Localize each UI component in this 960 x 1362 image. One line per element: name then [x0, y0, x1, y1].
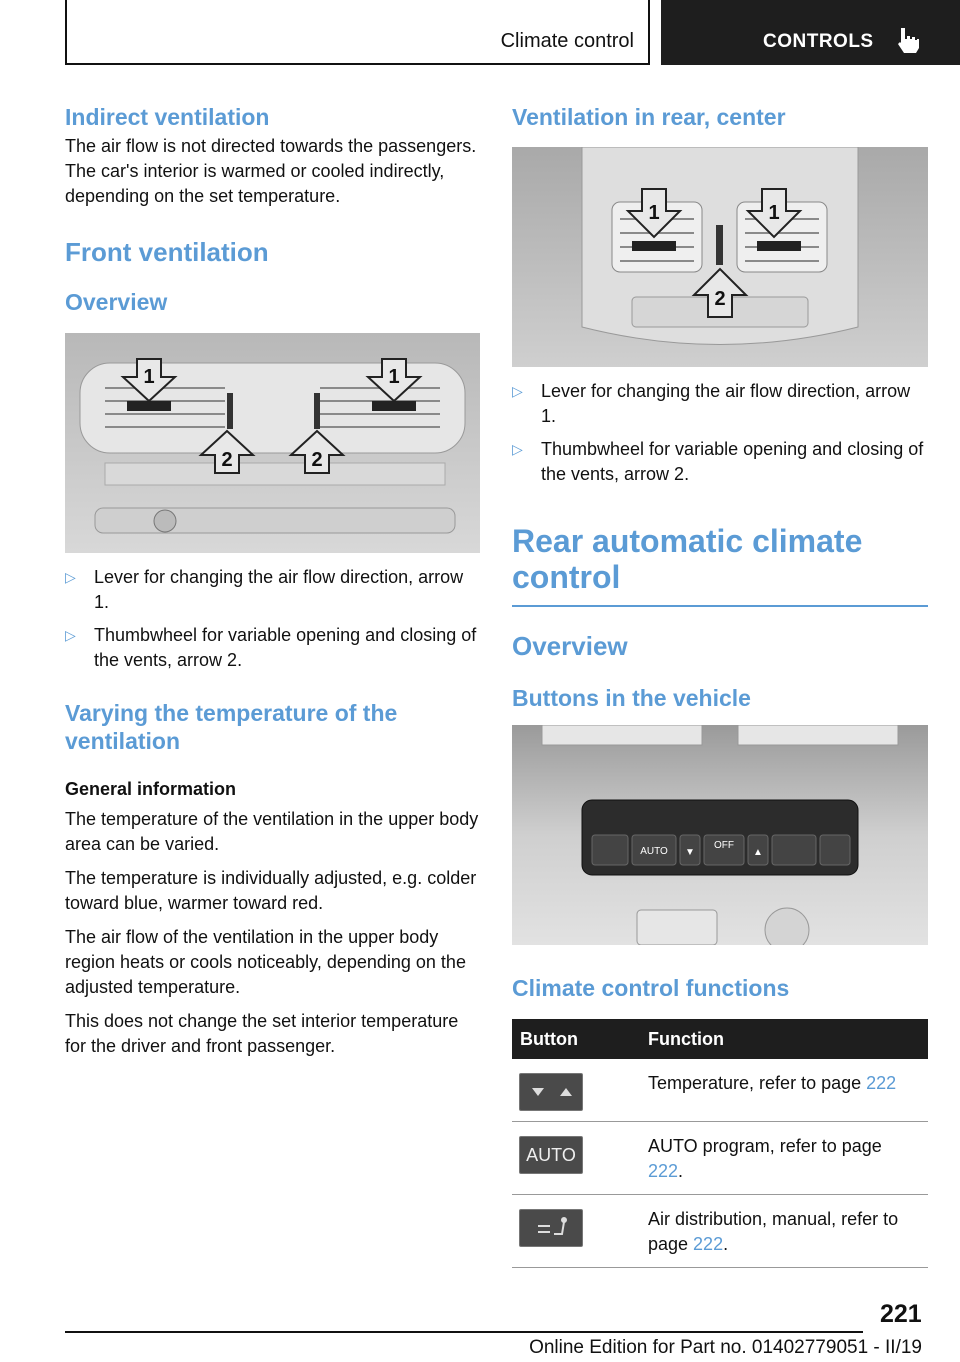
table-header-row [512, 1019, 928, 1059]
svg-text:▲: ▲ [753, 847, 763, 858]
rear-ventilation-list [512, 379, 928, 487]
table-row [512, 1122, 928, 1195]
front-arrow-label-1b: 1 [388, 366, 400, 388]
auto-icon [519, 1136, 583, 1174]
page-link[interactable]: 222 [866, 1073, 897, 1093]
heading-rule [512, 605, 928, 607]
buttons-in-vehicle-heading: Buttons in the vehicle [512, 685, 751, 711]
edition-note: Online Edition for Part no. 01402779051 - II/19 [529, 1337, 922, 1358]
header-section-title: Climate control [500, 30, 634, 52]
table-row [512, 1059, 928, 1122]
rear-center-ventilation-heading: Ventilation in rear, center [512, 104, 786, 130]
panel-off-label: OFF [714, 840, 734, 851]
rear-overview-heading: Overview [512, 631, 628, 661]
header-rule-right [648, 0, 650, 64]
svg-text:AUTO: AUTO [526, 1145, 576, 1165]
header-rule-left [65, 0, 67, 64]
front-arrow-label-2a: 2 [221, 449, 233, 471]
rear-climate-control-heading: Rear automatic climate control [512, 523, 863, 595]
function-cell: Temperature, refer to page 222 [640, 1059, 928, 1122]
header-rule-bottom [65, 63, 650, 65]
varying-temperature-heading: Varying the temperature of the ventilation [65, 700, 398, 754]
table-row [512, 1195, 928, 1268]
svg-text:▼: ▼ [685, 847, 695, 858]
front-arrow-label-1a: 1 [143, 366, 155, 388]
front-ventilation-heading: Front ventilation [65, 237, 269, 267]
front-overview-heading: Overview [65, 289, 168, 315]
front-arrow-label-2b: 2 [311, 449, 323, 471]
climate-control-functions-heading: Climate control functions [512, 975, 790, 1001]
paragraph: This does not change the set interior temperature for the driver and front passenger. [65, 1011, 459, 1056]
indirect-ventilation-heading: Indirect ventilation [65, 104, 270, 130]
pointing-hand-icon [895, 26, 921, 54]
paragraph: The temperature is individually adjusted, e.g. colder toward blue, warmer toward red. [65, 868, 477, 913]
front-vents-photo [65, 333, 480, 553]
chapter-tab[interactable] [661, 0, 960, 65]
right-column [512, 100, 928, 1268]
general-information-heading: General information [65, 779, 237, 799]
rear-arrow-label-1a: 1 [648, 202, 660, 224]
rear-arrow-label-2: 2 [714, 288, 726, 310]
page-header [0, 0, 960, 66]
footer-rule [65, 1331, 863, 1333]
list-item: ▷ Thumbwheel for variable opening and closing of the vents, arrow 2. [512, 439, 924, 484]
air-distribution-icon [519, 1209, 583, 1247]
list-item: ▷ Lever for changing the air flow direction, arrow 1. [512, 381, 911, 426]
paragraph: The air flow of the ventilation in the upper body region heats or cools noticeably, depending on the adjusted temperature. [65, 927, 466, 997]
left-column [65, 100, 480, 1059]
function-cell: AUTO program, refer to page 222. [640, 1122, 928, 1195]
indirect-ventilation-text: The air flow is not directed towards the passengers. The car's interior is warmed or cooled indirectly, depending on the set temperature. [65, 136, 477, 206]
page-link[interactable]: 222 [648, 1161, 679, 1181]
list-item: ▷ Thumbwheel for variable opening and closing of the vents, arrow 2. [65, 625, 477, 670]
column-header-button: Button [512, 1019, 640, 1059]
rear-arrow-label-1b: 1 [768, 202, 780, 224]
page-link[interactable]: 222 [693, 1234, 724, 1254]
triangle-bullet-icon: ▷ [512, 383, 523, 399]
climate-functions-table [512, 1019, 928, 1268]
list-item: ▷ Lever for changing the air flow direction, arrow 1. [65, 567, 464, 612]
front-ventilation-list [65, 565, 480, 673]
rear-climate-panel-photo [512, 725, 928, 945]
function-cell: Air distribution, manual, refer to page 222. [640, 1195, 928, 1268]
column-header-function: Function [640, 1019, 928, 1059]
temperature-arrows-icon [519, 1073, 583, 1111]
triangle-bullet-icon: ▷ [512, 441, 523, 457]
rear-vents-photo [512, 147, 928, 367]
chapter-tab-label: CONTROLS [763, 31, 874, 52]
panel-auto-label: AUTO [640, 846, 668, 857]
page-number: 221 [880, 1300, 922, 1328]
triangle-bullet-icon: ▷ [65, 569, 76, 585]
paragraph: The temperature of the ventilation in the upper body area can be varied. [65, 809, 479, 854]
triangle-bullet-icon: ▷ [65, 627, 76, 643]
